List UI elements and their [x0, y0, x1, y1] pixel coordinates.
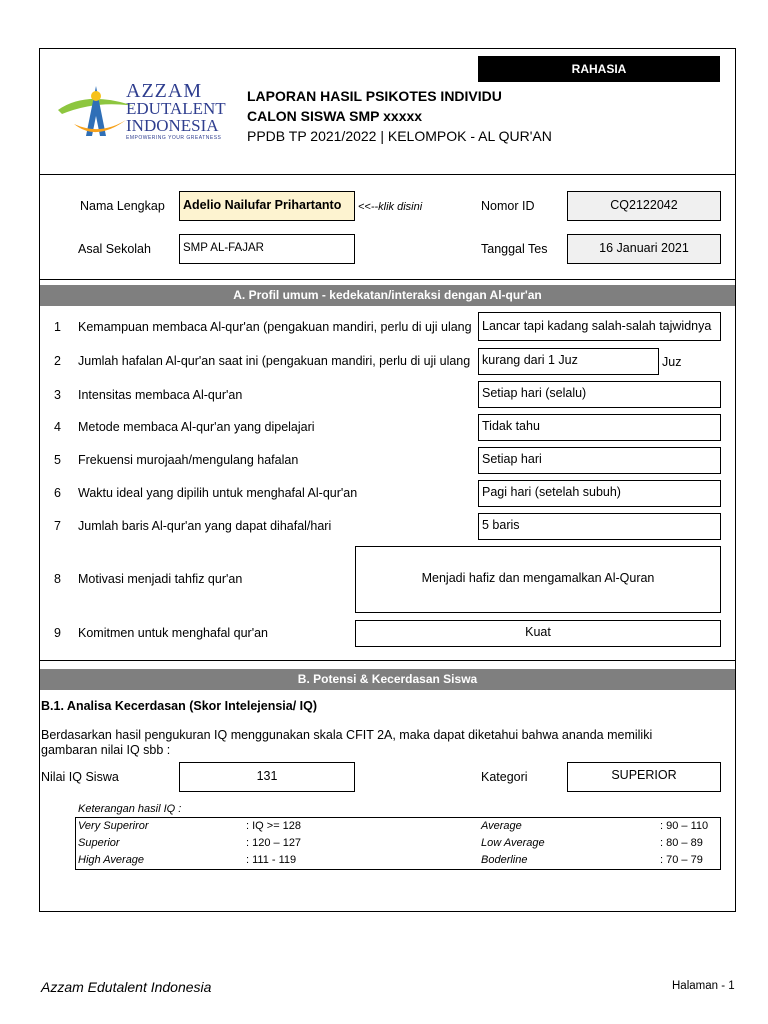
item-question: Jumlah hafalan Al-qur'an saat ini (pengakuan mandiri, perlu di uji ulang — [78, 354, 471, 368]
logo-line1: AZZAM — [126, 80, 203, 102]
logo-line2: EDUTALENT — [126, 99, 226, 118]
section-b1-subtitle: B.1. Analisa Kecerdasan (Skor Intelejensia/ IQ) — [41, 699, 318, 713]
legend-left-range: : 111 - 119 — [246, 854, 297, 866]
item-question: Metode membaca Al-qur'an yang dipelajari — [78, 420, 315, 434]
item-question: Komitmen untuk menghafal qur'an — [78, 626, 268, 640]
logo-tagline: EMPOWERING YOUR GREATNESS — [126, 135, 222, 141]
iq-paragraph-line2: gambaran nilai IQ sbb : — [41, 743, 171, 757]
identity-divider — [39, 279, 736, 280]
date-field: 16 Januari 2021 — [567, 234, 721, 264]
category-label: Kategori — [481, 770, 528, 784]
item-number: 9 — [54, 626, 61, 640]
item-answer[interactable]: Pagi hari (setelah subuh) — [478, 480, 721, 507]
item-question: Frekuensi murojaah/mengulang hafalan — [78, 453, 299, 467]
school-label: Asal Sekolah — [78, 242, 151, 256]
iq-value-field: 131 — [179, 762, 355, 792]
logo-line3: INDONESIA — [126, 116, 219, 135]
header-divider — [39, 174, 736, 175]
item-number: 3 — [54, 388, 61, 402]
legend-right-name: Low Average — [481, 837, 545, 849]
legend-left-name: High Average — [78, 854, 145, 866]
report-title: LAPORAN HASIL PSIKOTES INDIVIDU — [247, 88, 502, 104]
legend-right-range: : 70 – 79 — [660, 854, 703, 866]
company-logo — [56, 80, 236, 144]
item-question: Kemampuan membaca Al-qur'an (pengakuan mandiri, perlu di uji ulang — [78, 320, 472, 334]
section-b-title: B. Potensi & Kecerdasan Siswa — [40, 669, 735, 690]
date-label: Tanggal Tes — [481, 242, 548, 256]
footer-page: Halaman - 1 — [672, 980, 735, 992]
item-answer[interactable]: Setiap hari (selalu) — [478, 381, 721, 408]
secret-badge: RAHASIA — [478, 56, 720, 82]
item-question: Jumlah baris Al-qur'an yang dapat dihafal/hari — [78, 519, 332, 533]
item-number: 4 — [54, 420, 61, 434]
report-period: PPDB TP 2021/2022 | KELOMPOK - AL QUR'AN — [247, 128, 552, 144]
section-a-title: A. Profil umum - kedekatan/interaksi dengan Al-qur'an — [40, 285, 735, 306]
legend-left-range: : IQ >= 128 — [246, 820, 302, 832]
logo-mark-icon — [56, 80, 136, 144]
id-field: CQ2122042 — [567, 191, 721, 221]
item-answer[interactable]: Menjadi hafiz dan mengamalkan Al-Quran — [355, 546, 721, 613]
item-question: Intensitas membaca Al-qur'an — [78, 388, 243, 402]
item-unit: Juz — [662, 355, 682, 369]
report-subtitle: CALON SISWA SMP xxxxx — [247, 108, 423, 124]
legend-right-range: : 80 – 89 — [660, 837, 703, 849]
item-number: 7 — [54, 519, 61, 533]
school-field[interactable]: SMP AL-FAJAR — [179, 234, 355, 264]
iq-legend-table — [75, 817, 721, 870]
category-value-field: SUPERIOR — [567, 762, 721, 792]
item-number: 1 — [54, 320, 61, 334]
legend-left-name: Superior — [78, 837, 120, 849]
iq-paragraph-line1: Berdasarkan hasil pengukuran IQ menggunakan skala CFIT 2A, maka dapat diketahui bahwa ananda memiliki — [41, 728, 653, 742]
item-question: Waktu ideal yang dipilih untuk menghafal Al-qur'an — [78, 486, 358, 500]
iq-legend-title: Keterangan hasil IQ : — [78, 803, 182, 815]
item-number: 6 — [54, 486, 61, 500]
click-hint: <<--klik disini — [358, 201, 423, 213]
legend-right-range: : 90 – 110 — [660, 820, 709, 832]
footer-org: Azzam Edutalent Indonesia — [41, 979, 212, 995]
item-answer[interactable]: Tidak tahu — [478, 414, 721, 441]
item-answer[interactable]: 5 baris — [478, 513, 721, 540]
item-answer[interactable]: Lancar tapi kadang salah-salah tajwidnya — [478, 312, 721, 341]
item-number: 2 — [54, 354, 61, 368]
iq-label: Nilai IQ Siswa — [41, 770, 119, 784]
legend-left-range: : 120 – 127 — [246, 837, 302, 849]
legend-right-name: Boderline — [481, 854, 528, 866]
section-a-divider — [39, 660, 736, 661]
item-number: 5 — [54, 453, 61, 467]
item-question: Motivasi menjadi tahfiz qur'an — [78, 572, 243, 586]
name-label: Nama Lengkap — [80, 199, 165, 213]
id-label: Nomor ID — [481, 199, 535, 213]
item-answer[interactable]: kurang dari 1 Juz — [478, 348, 659, 375]
name-field[interactable]: Adelio Nailufar Prihartanto — [179, 191, 355, 221]
legend-right-name: Average — [481, 820, 522, 832]
item-answer[interactable]: Kuat — [355, 620, 721, 647]
item-number: 8 — [54, 572, 61, 586]
legend-left-name: Very Superiror — [78, 820, 149, 832]
item-answer[interactable]: Setiap hari — [478, 447, 721, 474]
